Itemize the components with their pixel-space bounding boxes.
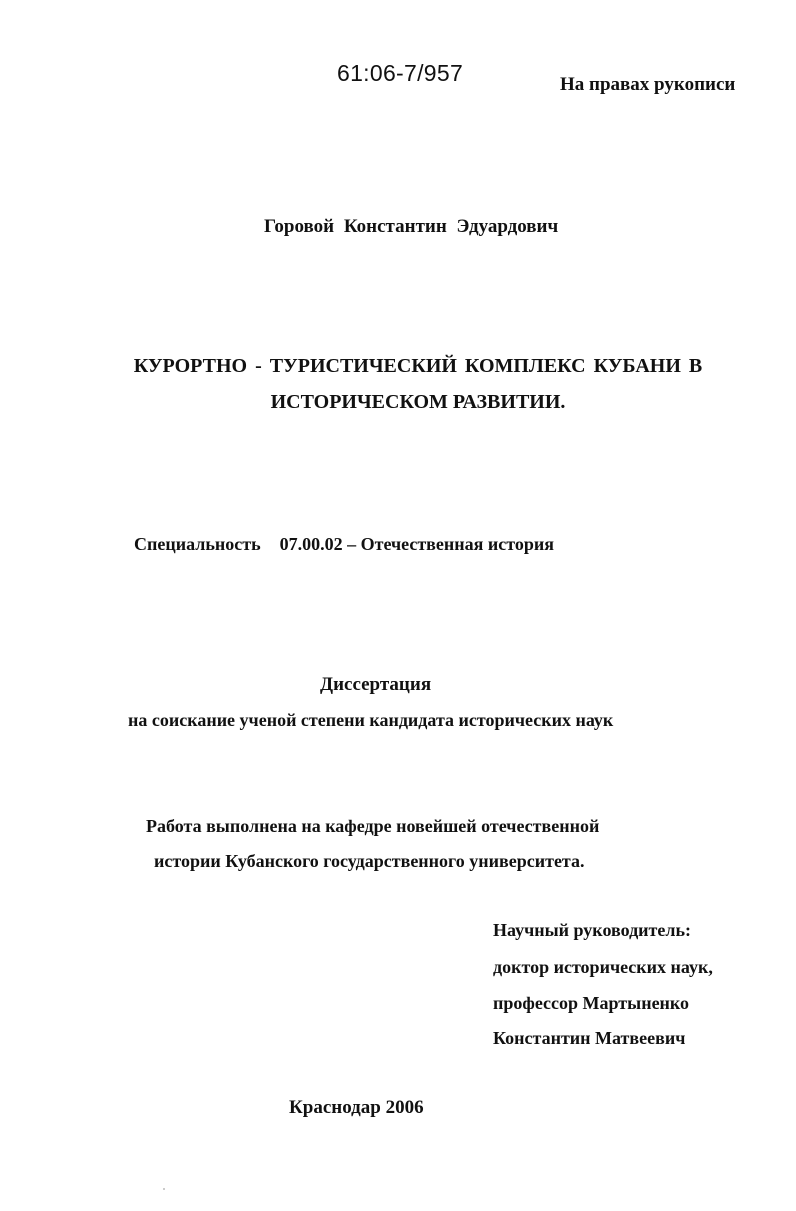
- scan-speck: [163, 1188, 165, 1190]
- specialty: [134, 535, 554, 553]
- supervisor-degree: доктор исторических наук,: [493, 957, 713, 977]
- dissertation-degree: на соискание ученой степени кандидата исторических наук: [128, 710, 614, 730]
- rights-notice: На правах рукописи: [560, 74, 736, 95]
- specialty-value: 07.00.02 – Отечественная история: [279, 534, 554, 554]
- archive-code: 61:06-7/957: [337, 60, 464, 86]
- supervisor-name-line-1: профессор Мартыненко: [493, 993, 690, 1013]
- specialty-label: Специальность: [134, 534, 261, 554]
- institution-line-1: Работа выполнена на кафедре новейшей отечественной: [146, 816, 600, 836]
- institution-line-2: истории Кубанского государственного университета.: [154, 851, 585, 871]
- dissertation-type: Диссертация: [320, 674, 432, 695]
- supervisor-name-line-2: Константин Матвеевич: [493, 1028, 686, 1048]
- supervisor-label: Научный руководитель:: [493, 920, 691, 940]
- place-and-year: Краснодар 2006: [289, 1097, 424, 1118]
- author-name: Горовой Константин Эдуардович: [264, 216, 559, 237]
- dissertation-title-line-2: ИСТОРИЧЕСКОМ РАЗВИТИИ.: [270, 391, 566, 413]
- dissertation-title-line-1: КУРОРТНО - ТУРИСТИЧЕСКИЙ КОМПЛЕКС КУБАНИ В: [133, 355, 703, 377]
